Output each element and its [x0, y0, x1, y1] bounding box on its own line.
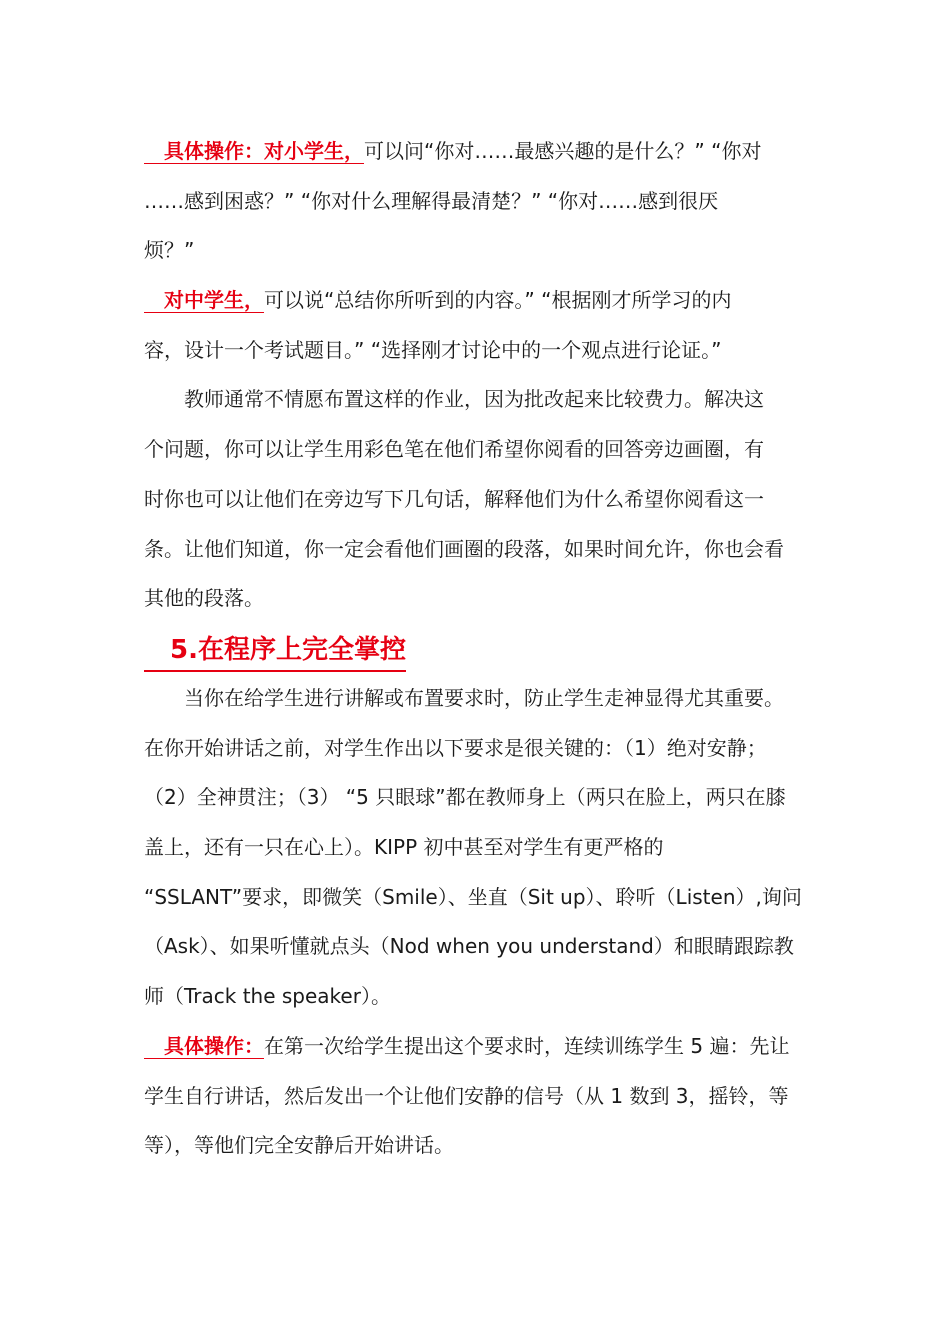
- text-line: [144, 282, 824, 318]
- text-run: 可以问“你对……最感兴趣的是什么？” “你对: [364, 139, 762, 163]
- operations-label: 具体操作：: [144, 1034, 264, 1059]
- text-line: 个问题，你可以让学生用彩色笔在他们希望你阅看的回答旁边画圈，有: [144, 437, 764, 461]
- text-line: （Ask）、如果听懂就点头（Nod when you understand）和眼睛跟踪教: [144, 934, 794, 958]
- text-line: 烦？”: [144, 238, 195, 262]
- text-line: 教师通常不情愿布置这样的作业，因为批改起来比较费力。解决这: [184, 387, 764, 411]
- text-line: ……感到困惑？” “你对什么理解得最清楚？” “你对……感到很厌: [144, 189, 719, 213]
- text-line: [144, 133, 824, 169]
- primary-students-label: 具体操作：对小学生，: [144, 139, 364, 164]
- section-heading: 5.在程序上完全掌控: [144, 630, 406, 672]
- text-line: 容，设计一个考试题目。” “选择刚才讨论中的一个观点进行论证。”: [144, 338, 722, 362]
- text-line: 条。让他们知道，你一定会看他们画圈的段落，如果时间允许，你也会看: [144, 537, 784, 561]
- text-line: 当你在给学生进行讲解或布置要求时，防止学生走神显得尤其重要。: [184, 686, 784, 710]
- text-line: [144, 1028, 824, 1064]
- text-line: 盖上，还有一只在心上）。KIPP 初中甚至对学生有更严格的: [144, 835, 664, 859]
- text-run: 在第一次给学生提出这个要求时，连续训练学生 5 遍：先让: [264, 1034, 790, 1058]
- text-line: 其他的段落。: [144, 586, 264, 610]
- text-line: 在你开始讲话之前，对学生作出以下要求是很关键的：（1）绝对安静；: [144, 736, 767, 760]
- text-line: 学生自行讲话，然后发出一个让他们安静的信号（从 1 数到 3，摇铃，等: [144, 1084, 789, 1108]
- middle-students-label: 对中学生，: [144, 288, 264, 313]
- text-line: （2）全神贯注；（3） “5 只眼球”都在教师身上（两只在脸上，两只在膝: [144, 785, 786, 809]
- text-run: 可以说“总结你所听到的内容。” “根据刚才所学习的内: [264, 288, 732, 312]
- text-line: 时你也可以让他们在旁边写下几句话，解释他们为什么希望你阅看这一: [144, 487, 764, 511]
- text-line: “SSLANT”要求，即微笑（Smile）、坐直（Sit up）、聆听（Listen）,询问: [144, 885, 802, 909]
- text-line: 等），等他们完全安静后开始讲话。: [144, 1133, 454, 1157]
- text-line: 师（Track the speaker）。: [144, 984, 391, 1008]
